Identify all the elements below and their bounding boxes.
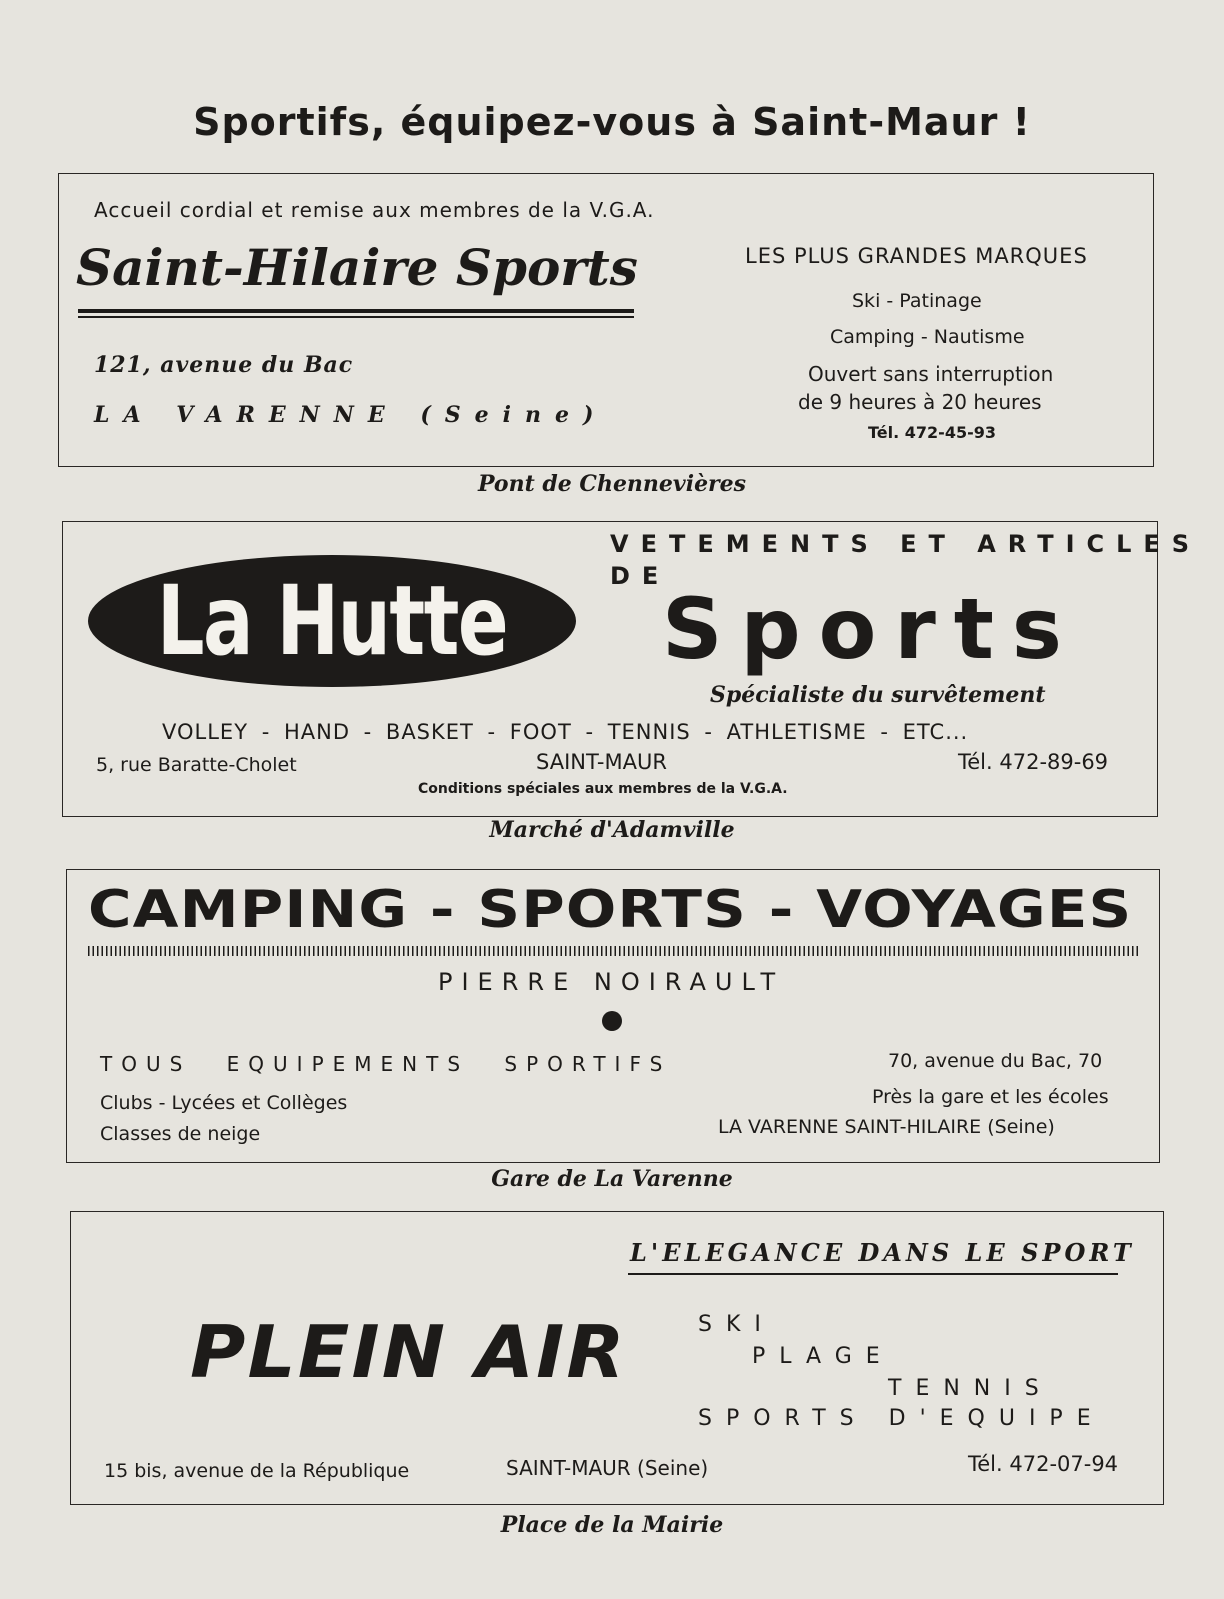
hutte-specialty: Spécialiste du survêtement <box>710 682 1046 708</box>
sh-line-ski: Ski - Patinage <box>852 290 982 312</box>
camp-bullet <box>602 1011 622 1031</box>
hutte-sports-list: VOLLEY - HAND - BASKET - FOOT - TENNIS - ATHLETISME - ETC... <box>162 720 969 744</box>
sh-underline-thin <box>78 316 634 318</box>
camp-classes: Classes de neige <box>100 1123 261 1145</box>
plein-air-name: PLEIN AIR <box>190 1310 627 1394</box>
hutte-title1: VETEMENTS ET ARTICLES <box>610 530 1202 558</box>
la-hutte-logo-text: La Hutte <box>156 565 508 677</box>
sh-brands: LES PLUS GRANDES MARQUES <box>745 244 1088 268</box>
camp-caption: Gare de La Varenne <box>491 1166 733 1192</box>
la-hutte-logo <box>88 555 576 687</box>
sh-phone: Tél. 472-45-93 <box>868 423 996 442</box>
sh-address: 121, avenue du Bac <box>94 352 354 378</box>
sh-city: LA VARENNE (Seine) <box>94 402 608 428</box>
sh-caption: Pont de Chennevières <box>477 471 747 497</box>
plein-phone: Tél. 472-07-94 <box>968 1452 1119 1476</box>
camp-address: 70, avenue du Bac, 70 <box>888 1050 1103 1072</box>
hutte-caption: Marché d'Adamville <box>489 817 735 843</box>
plein-item-plage: PLAGE <box>752 1344 894 1369</box>
camp-city: LA VARENNE SAINT-HILAIRE (Seine) <box>718 1116 1055 1138</box>
hutte-city: SAINT-MAUR <box>536 750 667 774</box>
plein-item-equipe: SPORTS D'EQUIPE <box>698 1406 1105 1431</box>
hutte-phone: Tél. 472-89-69 <box>958 750 1109 774</box>
sh-hours2: de 9 heures à 20 heures <box>798 390 1042 414</box>
sh-line-camping: Camping - Nautisme <box>830 326 1025 348</box>
sh-tagline: Accueil cordial et remise aux membres de la V.G.A. <box>94 198 655 222</box>
camp-equip: TOUS EQUIPEMENTS SPORTIFS <box>100 1052 672 1076</box>
camp-tick-rule <box>88 946 1138 956</box>
plein-item-ski: SKI <box>698 1312 775 1337</box>
plein-slogan: L'ELEGANCE DANS LE SPORT <box>630 1238 1135 1267</box>
hutte-title2: DE <box>610 562 671 590</box>
plein-item-tennis: TENNIS <box>888 1376 1053 1401</box>
camp-clubs: Clubs - Lycées et Collèges <box>100 1092 348 1114</box>
hutte-address: 5, rue Baratte-Cholet <box>96 754 297 776</box>
sh-store-name: Saint-Hilaire Sports <box>76 238 638 297</box>
page-heading: Sportifs, équipez-vous à Saint-Maur ! <box>193 100 1031 144</box>
hutte-conditions: Conditions spéciales aux membres de la V.G.A. <box>418 781 788 797</box>
sh-hours1: Ouvert sans interruption <box>808 362 1054 386</box>
plein-slogan-rule <box>628 1273 1118 1275</box>
camp-near: Près la gare et les écoles <box>872 1086 1109 1108</box>
camp-owner: PIERRE NOIRAULT <box>438 968 785 996</box>
plein-address: 15 bis, avenue de la République <box>104 1460 410 1482</box>
sh-underline <box>78 309 634 313</box>
plein-city: SAINT-MAUR (Seine) <box>506 1456 709 1480</box>
plein-caption: Place de la Mairie <box>500 1512 724 1538</box>
camp-title: CAMPING - SPORTS - VOYAGES <box>88 880 1133 940</box>
hutte-sports: Sports <box>662 580 1080 678</box>
